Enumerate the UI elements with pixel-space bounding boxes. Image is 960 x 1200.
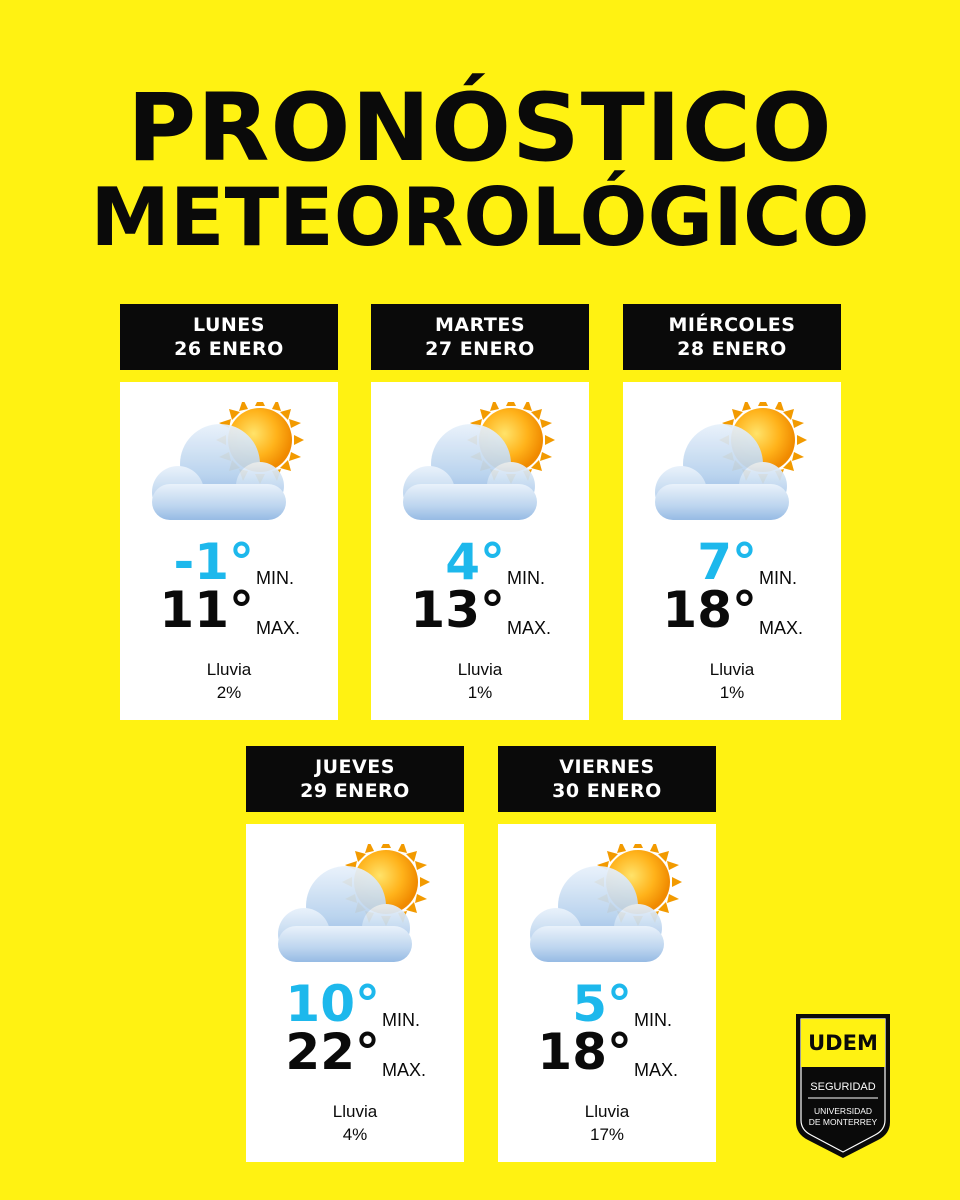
max-temp: 18°: [537, 1023, 632, 1081]
forecast-card-wednesday: [623, 304, 841, 720]
day-date: 28 ENERO: [677, 338, 787, 360]
rain-value: 17%: [589, 1125, 625, 1144]
partly-cloudy-icon: [526, 844, 686, 969]
forecast-body: [246, 824, 464, 1162]
day-date: 29 ENERO: [300, 780, 410, 802]
forecast-body: [120, 382, 338, 720]
logo-name-line2: DE MONTERREY: [808, 1117, 878, 1127]
day-date: 30 ENERO: [552, 780, 662, 802]
rain-label: Lluvia: [709, 660, 755, 679]
logo-brand: UDEM: [808, 1031, 878, 1055]
min-label: MIN.: [256, 568, 294, 588]
udem-seguridad-logo: [790, 1010, 896, 1162]
min-label: MIN.: [634, 1010, 672, 1030]
day-header: [623, 304, 841, 370]
min-temp: 10°: [285, 975, 380, 1033]
title-line-2: METEOROLÓGICO: [90, 171, 870, 264]
day-header: [246, 746, 464, 812]
rain-value: 1%: [467, 683, 493, 702]
min-label: MIN.: [759, 568, 797, 588]
max-label: MAX.: [256, 618, 301, 638]
rain-label: Lluvia: [584, 1102, 630, 1121]
logo-name-line1: UNIVERSIDAD: [813, 1106, 873, 1116]
rain-value: 4%: [342, 1125, 368, 1144]
forecast-card-friday: [498, 746, 716, 1162]
max-temp: 22°: [285, 1023, 380, 1081]
day-date: 27 ENERO: [425, 338, 535, 360]
day-name: LUNES: [193, 314, 265, 336]
max-temp: 13°: [410, 581, 505, 639]
day-header: [371, 304, 589, 370]
partly-cloudy-icon: [651, 402, 811, 527]
day-date: 26 ENERO: [174, 338, 284, 360]
forecast-body: [623, 382, 841, 720]
forecast-card-monday: [120, 304, 338, 720]
min-label: MIN.: [507, 568, 545, 588]
rain-label: Lluvia: [332, 1102, 378, 1121]
title-line-1: PRONÓSTICO: [127, 74, 833, 183]
forecast-card-tuesday: [371, 304, 589, 720]
min-temp: 4°: [445, 533, 505, 591]
day-name: VIERNES: [559, 756, 655, 778]
max-temp: 18°: [662, 581, 757, 639]
day-name: MARTES: [434, 314, 525, 336]
min-temp: -1°: [173, 533, 254, 591]
partly-cloudy-icon: [399, 402, 559, 527]
rain-info: [246, 1100, 464, 1146]
partly-cloudy-icon: [274, 844, 434, 969]
min-temp: 5°: [572, 975, 632, 1033]
rain-label: Lluvia: [457, 660, 503, 679]
rain-info: [371, 658, 589, 704]
day-name: JUEVES: [315, 756, 395, 778]
forecast-body: [371, 382, 589, 720]
rain-value: 1%: [719, 683, 745, 702]
rain-value: 2%: [216, 683, 242, 702]
rain-info: [120, 658, 338, 704]
day-header: [120, 304, 338, 370]
max-label: MAX.: [382, 1060, 427, 1080]
min-temp: 7°: [697, 533, 757, 591]
rain-label: Lluvia: [206, 660, 252, 679]
forecast-card-thursday: [246, 746, 464, 1162]
max-label: MAX.: [507, 618, 552, 638]
rain-info: [498, 1100, 716, 1146]
day-header: [498, 746, 716, 812]
day-name: MIÉRCOLES: [668, 314, 796, 336]
max-label: MAX.: [634, 1060, 679, 1080]
max-temp: 11°: [159, 581, 254, 639]
logo-department: SEGURIDAD: [810, 1081, 876, 1093]
rain-info: [623, 658, 841, 704]
max-label: MAX.: [759, 618, 804, 638]
min-label: MIN.: [382, 1010, 420, 1030]
partly-cloudy-icon: [148, 402, 308, 527]
forecast-body: [498, 824, 716, 1162]
